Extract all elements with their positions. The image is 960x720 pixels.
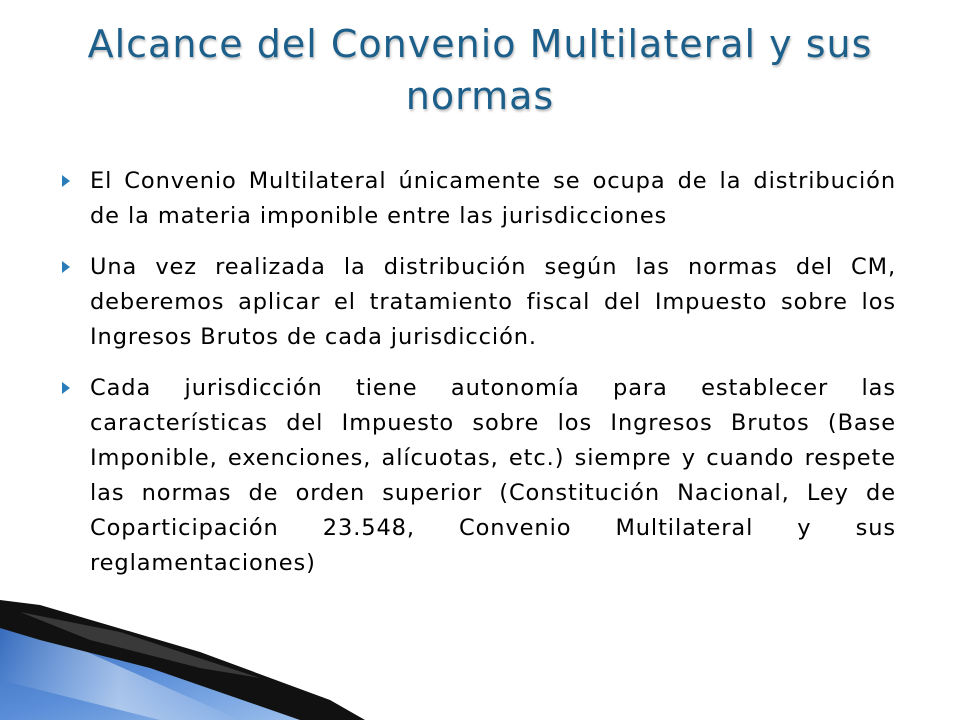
bullet-item — [62, 250, 896, 355]
bullet-text: El Convenio Multilateral únicamente se ocupa de la distribución de la materia imponible entre las jurisdicciones — [90, 168, 896, 229]
bullet-text: Cada jurisdicción tiene autonomía para establecer las características del Impuesto sobre los Ingresos Brutos (Base Imponible, exenciones, alícuotas, etc.) siempre y cuando respete las normas de orden superior (Constitución Nacional, Ley de Coparticipación 23.548, Convenio Multilateral y sus reglamentaciones) — [90, 375, 896, 576]
bullet-list — [62, 164, 896, 597]
slide-title: Alcance del Convenio Multilateral y sus normas — [87, 22, 873, 118]
corner-sheen — [0, 610, 240, 720]
triangle-bullet-icon — [62, 382, 70, 394]
triangle-bullet-icon — [62, 175, 70, 187]
triangle-bullet-icon — [62, 261, 70, 273]
bullet-item — [62, 164, 896, 234]
black-swoosh-highlight — [20, 612, 260, 678]
black-swoosh — [0, 600, 365, 720]
corner-blue-wedge — [0, 602, 365, 720]
bullet-text: Una vez realizada la distribución según las normas del CM, deberemos aplicar el tratamiento fiscal del Impuesto sobre los Ingresos Brutos de cada jurisdicción. — [90, 254, 896, 350]
bullet-item — [62, 371, 896, 581]
